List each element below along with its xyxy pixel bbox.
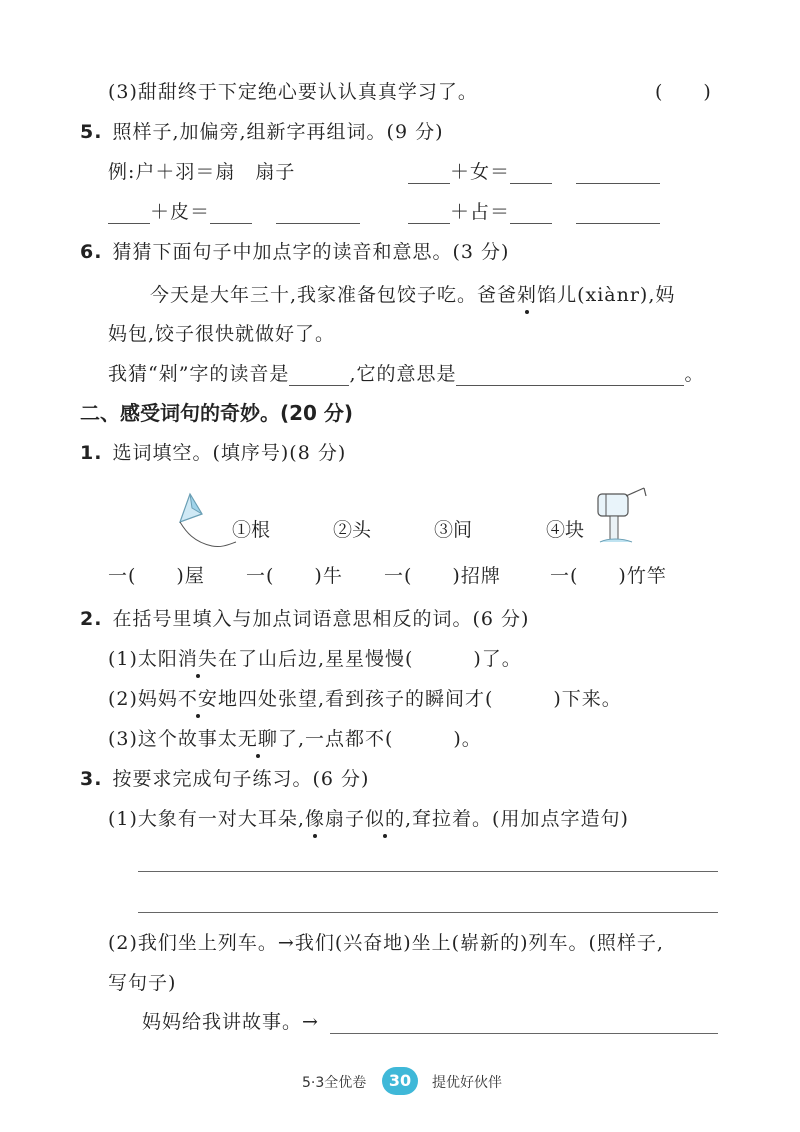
radical-blank[interactable] xyxy=(408,163,450,184)
mailbox-icon xyxy=(588,484,658,550)
passage-text: 馅儿(xiànr),妈 xyxy=(537,284,676,306)
sentence-text: (1)太阳 xyxy=(108,648,178,670)
meaning-blank[interactable] xyxy=(456,365,684,386)
answer-paren[interactable]: ( ) xyxy=(655,81,712,103)
op-text: ＋占＝ xyxy=(450,201,511,223)
q2-sentence-2 xyxy=(108,687,622,711)
dotted-word: 无聊 xyxy=(237,728,278,750)
option-4: ④块 xyxy=(546,519,585,541)
sentence-text: ,耷拉着。(用加点字造句) xyxy=(405,808,629,830)
question-1-title xyxy=(80,441,346,465)
question-6-title xyxy=(80,240,509,264)
question-number: 1. xyxy=(80,442,103,464)
sentence-text: 在了山后边,星星慢慢( )了。 xyxy=(217,648,522,670)
dotted-word: 不安 xyxy=(177,688,218,710)
option-2: ②头 xyxy=(333,519,372,541)
passage-line-1 xyxy=(150,283,675,307)
task-text: 妈妈给我讲故事。→ xyxy=(142,1011,319,1033)
fill-item-1 xyxy=(408,160,660,184)
radical-blank[interactable] xyxy=(408,203,450,224)
word-blank[interactable] xyxy=(276,203,360,224)
page-number-badge: 30 xyxy=(382,1067,418,1095)
footer-brand: 5·3全优卷 xyxy=(302,1075,367,1091)
word-blank[interactable] xyxy=(576,163,660,184)
example-line: 例:户＋羽＝扇 扇子 xyxy=(108,161,296,183)
op-text: ＋皮＝ xyxy=(150,201,211,223)
fill-item-2 xyxy=(108,200,360,224)
guess-text: 我猜“剁”字的读音是 xyxy=(108,363,290,385)
option-1: ①根 xyxy=(232,519,271,541)
option-3: ③间 xyxy=(434,519,473,541)
question-number: 6. xyxy=(80,241,103,263)
sentence-text: (3)甜甜终于下定绝心要认认真真学习了。 xyxy=(108,81,478,103)
q3-task-line xyxy=(142,1010,319,1034)
q2-sentence-1 xyxy=(108,647,522,671)
question-title: 在括号里填入与加点词语意思相反的词。(6 分) xyxy=(112,608,530,630)
q3-sentence-1 xyxy=(108,807,629,831)
guess-text: ,它的意思是 xyxy=(349,363,457,385)
answer-line-1[interactable] xyxy=(138,871,718,872)
pronunciation-blank[interactable] xyxy=(289,365,349,386)
fill-item-3 xyxy=(408,200,660,224)
dotted-word: 似的 xyxy=(365,808,406,830)
answer-line-2[interactable] xyxy=(138,912,718,913)
radical-blank[interactable] xyxy=(108,203,150,224)
sentence-text: 扇子 xyxy=(324,808,365,830)
char-blank[interactable] xyxy=(510,163,552,184)
question-5-title xyxy=(80,120,444,144)
question-3-title xyxy=(80,767,369,791)
guess-line xyxy=(108,362,705,386)
question-number: 2. xyxy=(80,608,103,630)
question-2-title xyxy=(80,607,529,631)
guess-text: 。 xyxy=(684,363,705,385)
question-title: 猜猜下面句子中加点字的读音和意思。(3 分) xyxy=(112,241,510,263)
section-2-heading: 二、感受词句的奇妙。(20 分) xyxy=(80,401,354,425)
question-number: 3. xyxy=(80,768,103,790)
dotted-char: 像 xyxy=(304,808,325,830)
fill-blank-2[interactable]: 一( )牛 xyxy=(246,565,343,587)
question-title: 选词填空。(填序号)(8 分) xyxy=(112,442,347,464)
q3-sentence-2-line-1: (2)我们坐上列车。→我们(兴奋地)坐上(崭新的)列车。(照样子, xyxy=(108,932,664,954)
sentence-text: (2)妈妈 xyxy=(108,688,178,710)
sentence-text: 了,一点都不( )。 xyxy=(277,728,482,750)
question-title: 照样子,加偏旁,组新字再组词。(9 分) xyxy=(112,121,444,143)
char-blank[interactable] xyxy=(510,203,552,224)
question-4-3 xyxy=(108,80,478,104)
dotted-char: 剁 xyxy=(517,284,538,306)
q2-sentence-3 xyxy=(108,727,482,751)
q3-sentence-2-line-2: 写句子) xyxy=(108,972,177,994)
passage-text: 今天是大年三十,我家准备包饺子吃。爸爸 xyxy=(150,284,518,306)
footer-slogan: 提优好伙伴 xyxy=(432,1075,502,1091)
sentence-text: (3)这个故事太 xyxy=(108,728,238,750)
sentence-text: 地四处张望,看到孩子的瞬间才( )下来。 xyxy=(217,688,622,710)
fill-blank-3[interactable]: 一( )招牌 xyxy=(384,565,501,587)
kite-icon xyxy=(172,492,238,550)
char-blank[interactable] xyxy=(210,203,252,224)
word-blank[interactable] xyxy=(576,203,660,224)
dotted-word: 消失 xyxy=(177,648,218,670)
question-number: 5. xyxy=(80,121,103,143)
fill-blank-4[interactable]: 一( )竹竿 xyxy=(550,565,667,587)
sentence-text: (1)大象有一对大耳朵, xyxy=(108,808,305,830)
op-text: ＋女＝ xyxy=(450,161,511,183)
passage-line-2: 妈包,饺子很快就做好了。 xyxy=(108,323,336,345)
question-title: 按要求完成句子练习。(6 分) xyxy=(112,768,370,790)
fill-blank-1[interactable]: 一( )屋 xyxy=(108,565,205,587)
answer-line-3[interactable] xyxy=(330,1033,718,1034)
